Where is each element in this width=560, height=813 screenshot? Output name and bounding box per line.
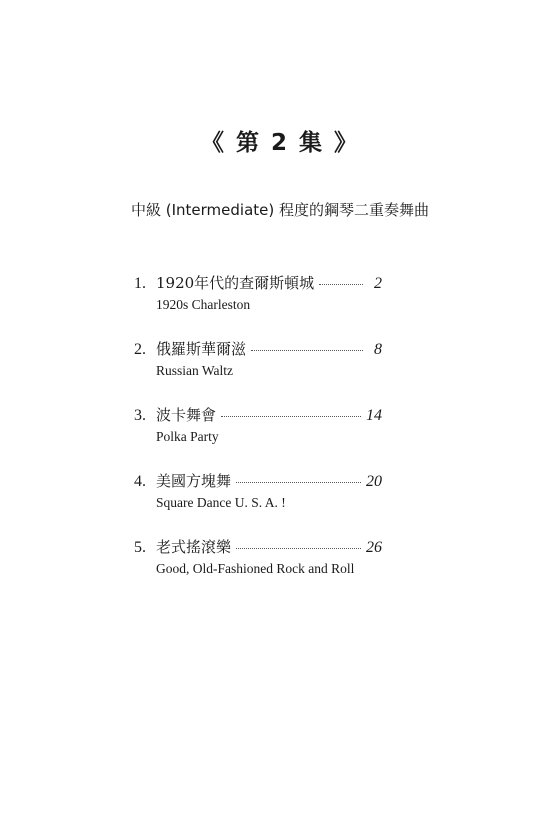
subtitle: 中級 (Intermediate) 程度的鋼琴二重奏舞曲 — [130, 201, 430, 219]
entry-title-chinese: 波卡舞會 — [156, 406, 217, 424]
entry-page-number: 26 — [366, 539, 382, 556]
toc-entry[interactable] — [134, 338, 382, 404]
toc-line — [134, 338, 382, 362]
entry-page-number: 2 — [374, 275, 382, 292]
dot-leader — [236, 548, 361, 549]
entry-title-english: Good, Old-Fashioned Rock and Roll — [156, 561, 355, 576]
toc-line — [134, 470, 382, 494]
toc-entry[interactable] — [134, 536, 382, 602]
entry-title-english: Polka Party — [156, 429, 219, 444]
dot-leader — [319, 284, 363, 285]
entry-title-english: 1920s Charleston — [156, 297, 251, 312]
entry-page-number: 20 — [366, 473, 382, 490]
entry-title-english: Russian Waltz — [156, 363, 234, 378]
dot-leader — [221, 416, 361, 417]
toc-line — [134, 536, 382, 560]
entry-number: 2. — [134, 341, 146, 358]
entry-title-chinese: 俄羅斯華爾滋 — [156, 340, 247, 358]
entry-page-number: 8 — [374, 341, 382, 358]
entry-title-chinese: 美國方塊舞 — [156, 472, 232, 490]
entry-title-chinese: 1920年代的查爾斯頓城 — [156, 274, 315, 292]
toc-entry[interactable] — [134, 470, 382, 536]
entry-number: 3. — [134, 407, 146, 424]
dot-leader — [251, 350, 363, 351]
table-of-contents — [134, 272, 382, 602]
toc-line — [134, 272, 382, 296]
entry-number: 1. — [134, 275, 146, 292]
entry-number: 5. — [134, 539, 146, 556]
toc-line — [134, 404, 382, 428]
toc-entry[interactable] — [134, 404, 382, 470]
entry-title-english: Square Dance U. S. A. ! — [156, 495, 286, 510]
entry-title-chinese: 老式搖滾樂 — [156, 538, 232, 556]
page-title: 《 第 2 集 》 — [200, 130, 360, 156]
toc-entry[interactable] — [134, 272, 382, 338]
entry-number: 4. — [134, 473, 146, 490]
entry-page-number: 14 — [366, 407, 382, 424]
dot-leader — [236, 482, 361, 483]
